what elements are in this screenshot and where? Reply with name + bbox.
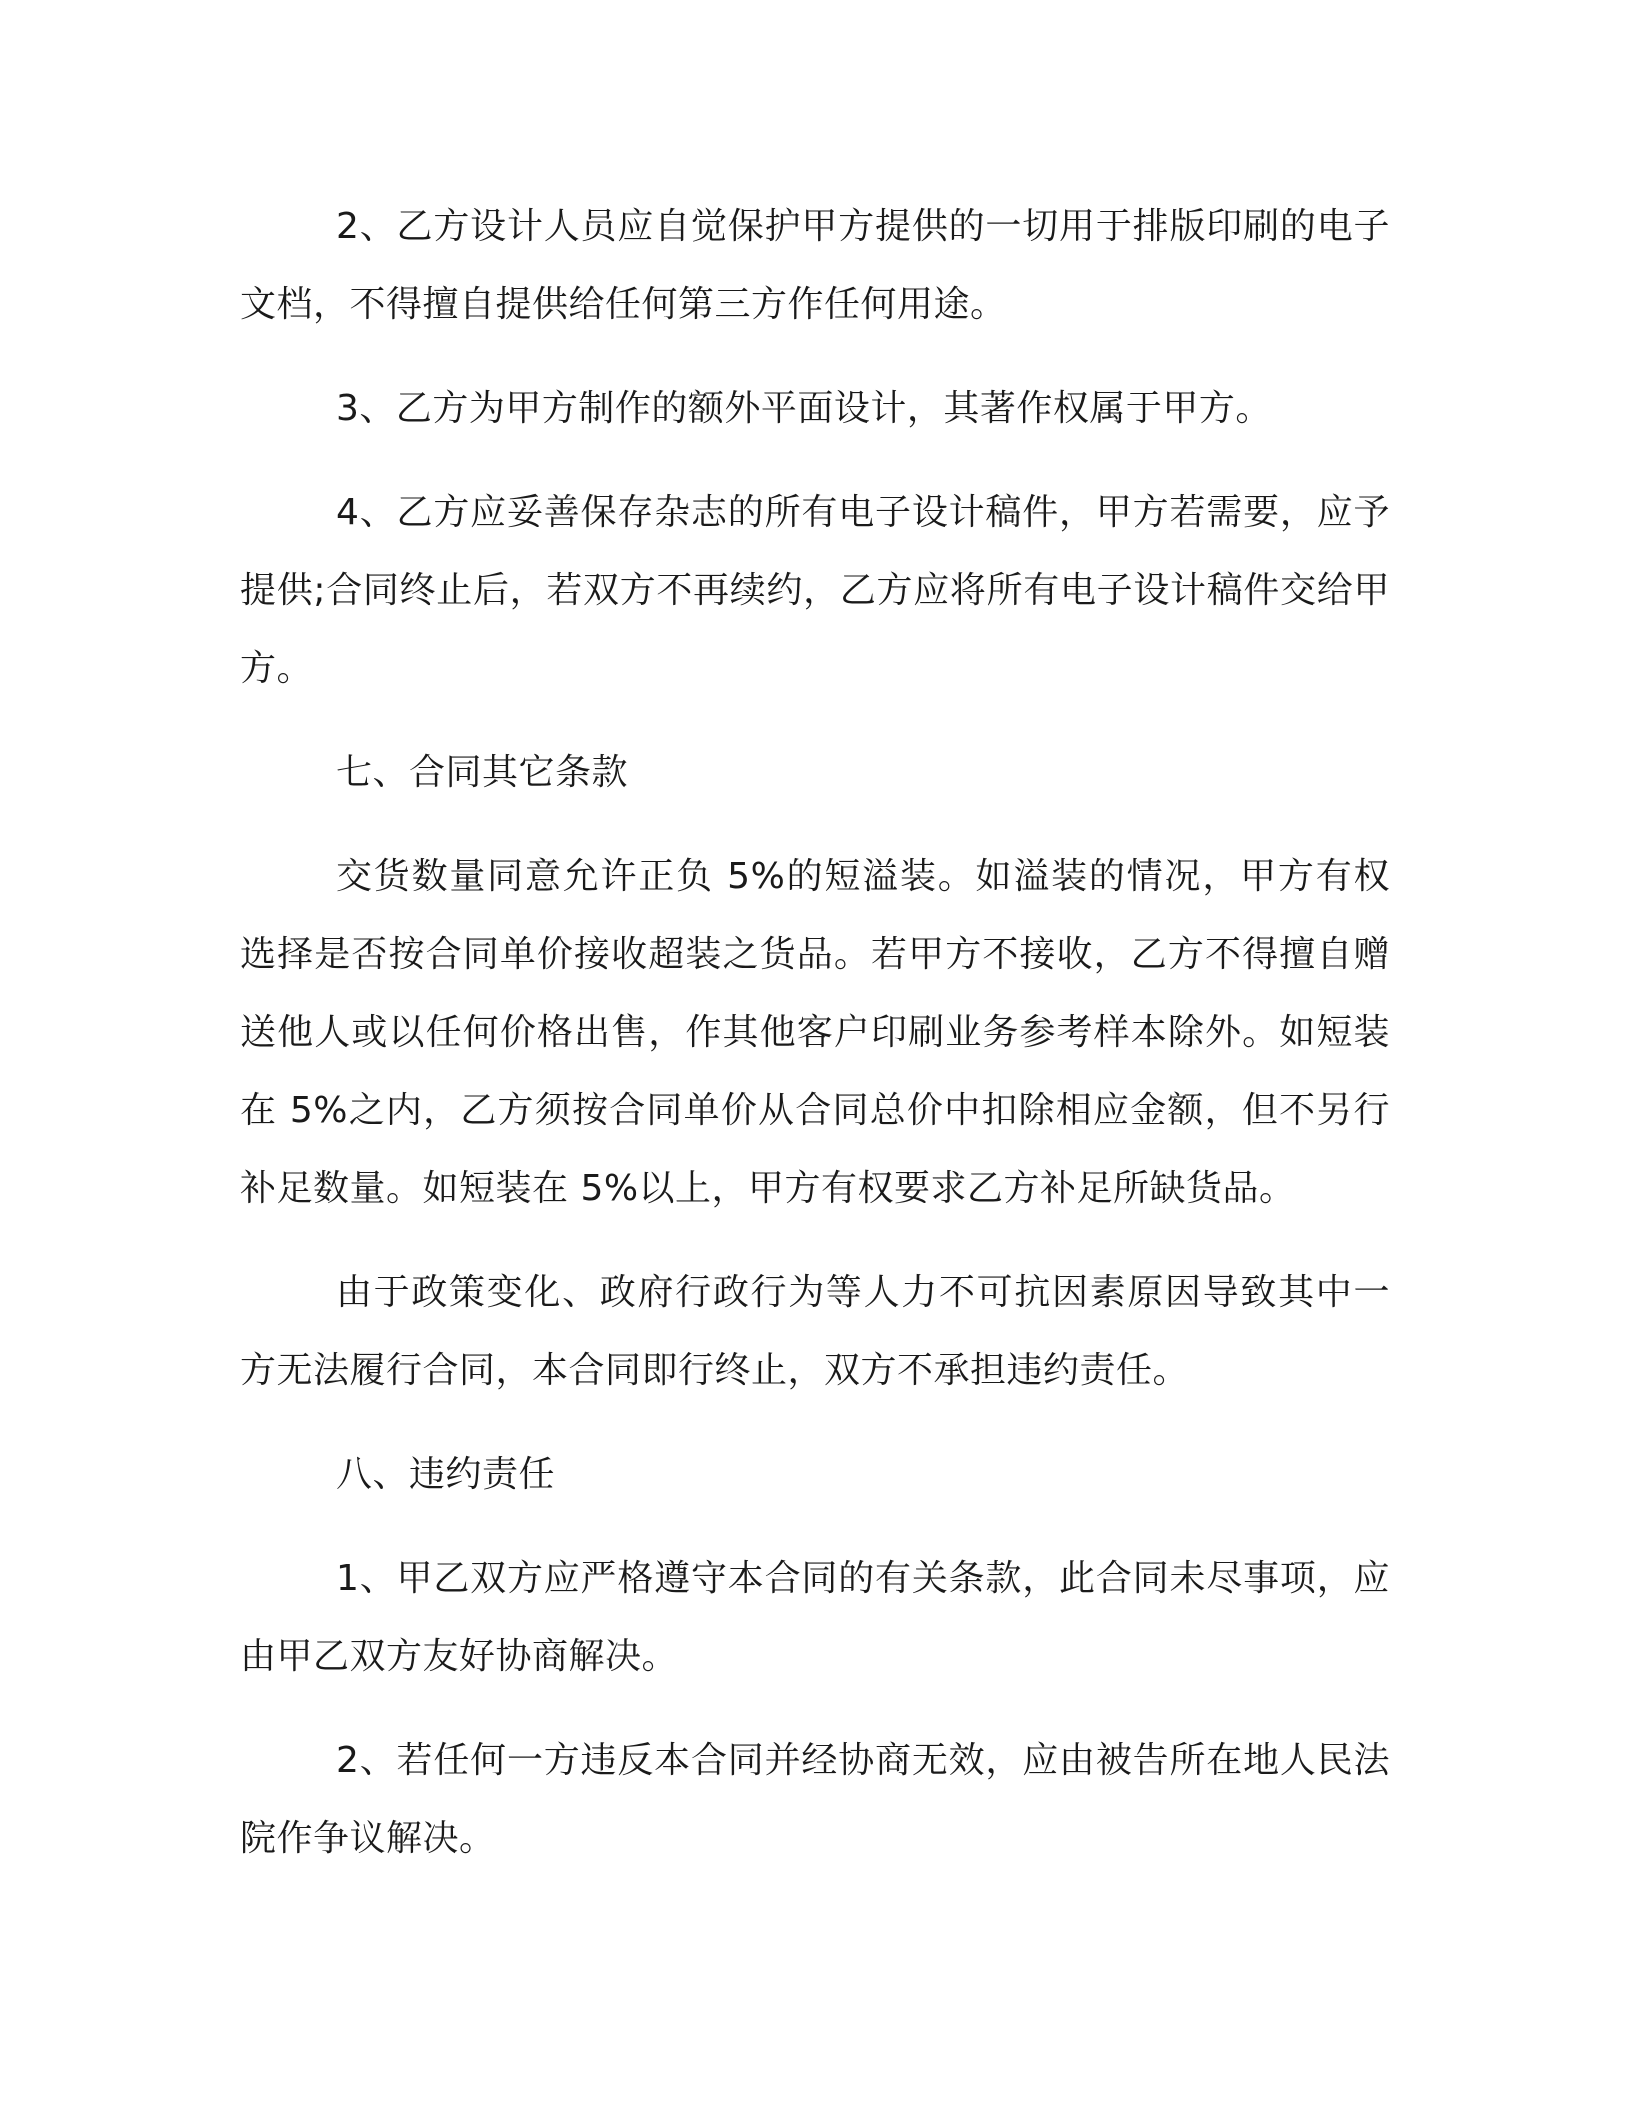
paragraph-breach-clause-2: 2、若任何一方违反本合同并经协商无效，应由被告所在地人民法院作争议解决。 <box>240 1740 1390 1859</box>
section-heading-other-terms: 七、合同其它条款 <box>336 752 629 793</box>
document-body <box>240 188 1390 1878</box>
paragraph-clause-2: 2、乙方设计人员应自觉保护甲方提供的一切用于排版印刷的电子文档，不得擅自提供给任何第三方作任何用途。 <box>240 206 1390 325</box>
paragraph-breach-clause-1: 1、甲乙双方应严格遵守本合同的有关条款，此合同未尽事项，应由甲乙双方友好协商解决。 <box>240 1558 1390 1677</box>
paragraph-clause-4: 4、乙方应妥善保存杂志的所有电子设计稿件，甲方若需要，应予提供;合同终止后，若双方不再续约，乙方应将所有电子设计稿件交给甲方。 <box>240 492 1390 689</box>
paragraph-force-majeure: 由于政策变化、政府行政行为等人力不可抗因素原因导致其中一方无法履行合同，本合同即行终止，双方不承担违约责任。 <box>240 1272 1390 1391</box>
paragraph-clause-3: 3、乙方为甲方制作的额外平面设计，其著作权属于甲方。 <box>336 388 1272 429</box>
section-heading-breach-liability: 八、违约责任 <box>336 1454 556 1495</box>
paragraph-delivery-quantity: 交货数量同意允许正负 5%的短溢装。如溢装的情况，甲方有权选择是否按合同单价接收超装之货品。若甲方不接收，乙方不得擅自赠送他人或以任何价格出售，作其他客户印刷业务参考样本除外。如短装在 5%之内，乙方须按合同单价从合同总价中扣除相应金额，但不另行补足数量。如短装在 5%以上，甲方有权要求乙方补足所缺货品。 <box>240 856 1390 1209</box>
